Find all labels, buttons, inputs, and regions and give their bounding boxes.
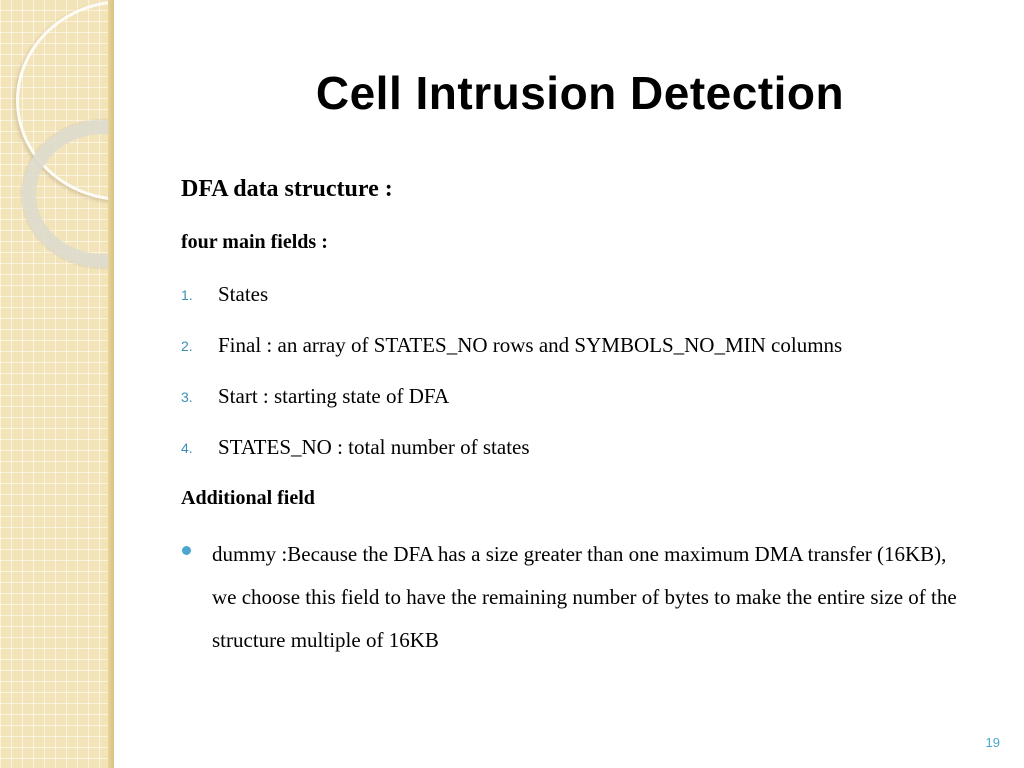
page-number: 19 [985,735,1000,750]
additional-field-description: dummy :Because the DFA has a size greater than one maximum DMA transfer (16KB), we choose this field to have the remaining number of bytes to make the entire size of the structure multiple of 16KB [212,542,957,652]
decorative-side-panel [0,0,114,768]
list-item: STATES_NO : total number of states [218,435,530,459]
list-item-number: 3. [181,389,193,405]
section-heading: DFA data structure : [181,176,393,202]
side-panel-edge [108,0,114,768]
slide-title: Cell Intrusion Detection [315,67,845,119]
list-item: Final : an array of STATES_NO rows and SYMBOLS_NO_MIN columns [218,333,843,357]
fields-subheading: four main fields : [181,231,328,253]
list-item-number: 2. [181,338,193,354]
additional-field-heading: Additional field [181,487,315,509]
list-item-number: 4. [181,440,193,456]
list-item: Start : starting state of DFA [218,384,450,408]
list-item: States [218,282,269,306]
bullet-icon [182,546,191,555]
list-item-number: 1. [181,287,193,303]
